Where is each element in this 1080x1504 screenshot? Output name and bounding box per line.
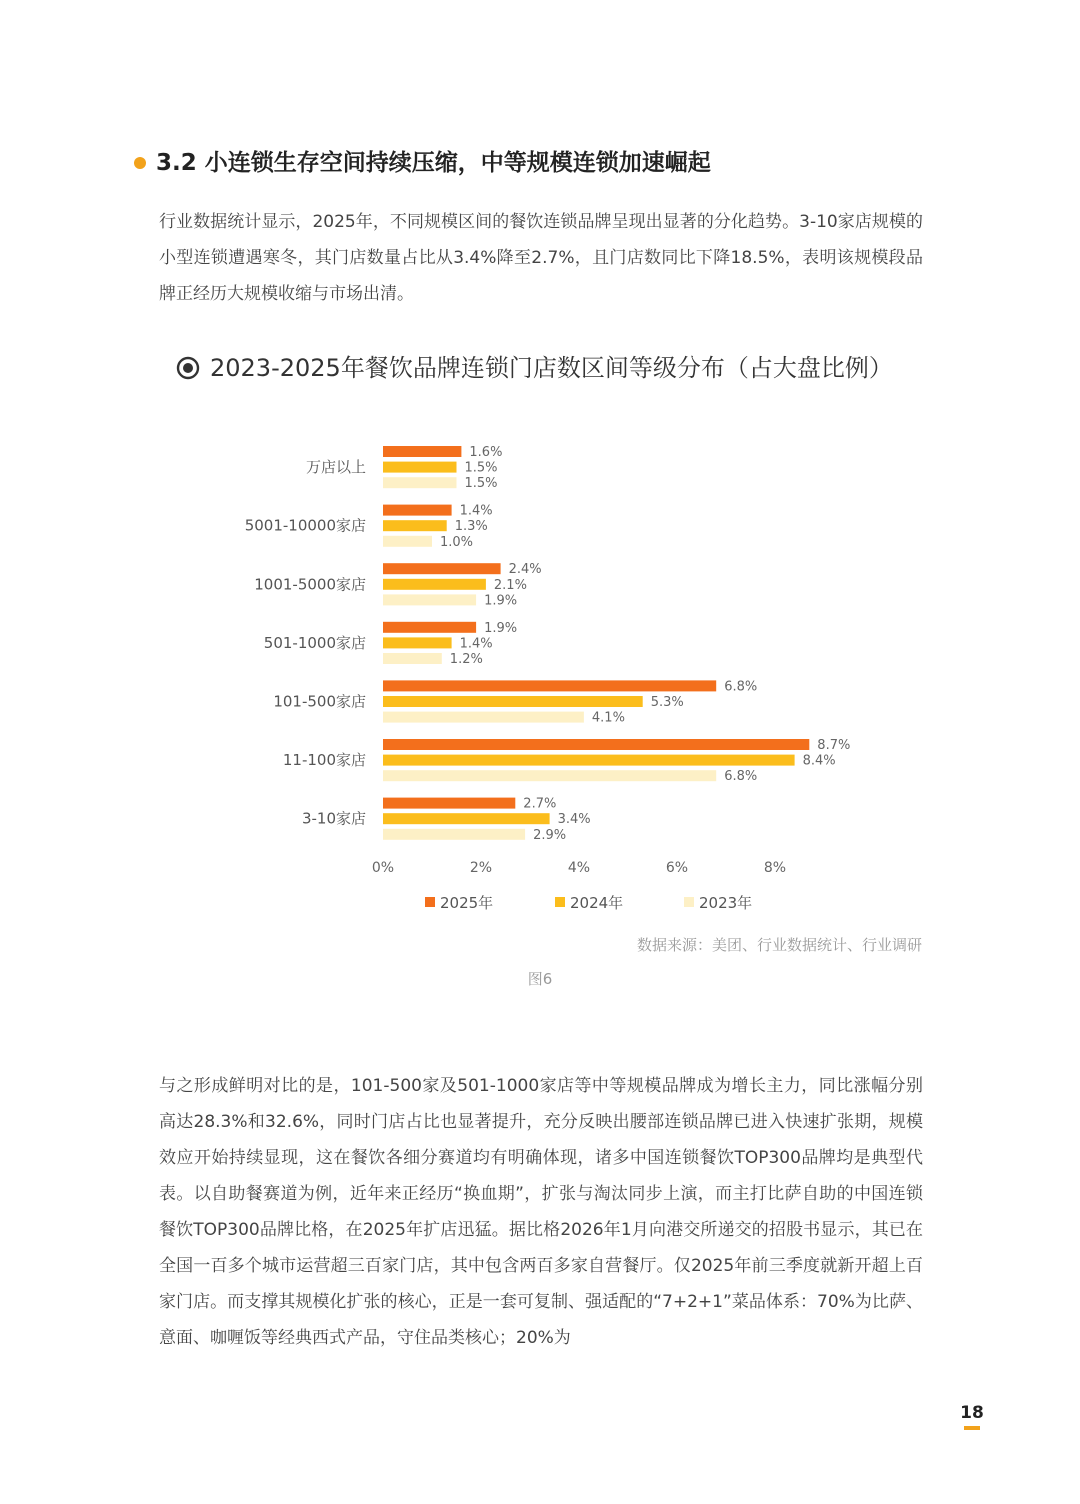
legend-label: 2023年: [699, 894, 753, 912]
legend-swatch: [425, 897, 435, 907]
legend-swatch: [555, 897, 565, 907]
data-label: 1.4%: [459, 636, 493, 652]
x-tick-label: 4%: [567, 860, 591, 876]
category-label: 1001-5000家店: [254, 575, 366, 594]
page-number: [952, 1402, 992, 1430]
intro-paragraph-text: 行业数据统计显示，2025年，不同规模区间的餐饮连锁品牌呈现出显著的分化趋势。3-10家店规模的小型连锁遭遇寒冬，其门店数量占比从3.4%降至2.7%，且门店数同比下降18.5%，表明该规模段品牌正经历大规模收缩与市场出清。: [159, 212, 923, 304]
category-label: 501-1000家店: [263, 633, 366, 652]
bar: [383, 622, 476, 633]
legend-label: 2025年: [440, 894, 494, 912]
data-label: 8.4%: [802, 753, 836, 769]
bar: [383, 462, 457, 473]
data-label: 2.7%: [523, 796, 557, 812]
bar: [383, 829, 525, 840]
x-tick-label: 8%: [763, 860, 787, 876]
x-tick-label: 2%: [469, 860, 493, 876]
data-label: 2.9%: [533, 827, 567, 843]
category-label: 5001-10000家店: [244, 516, 366, 535]
bar: [383, 637, 452, 648]
data-label: 2.1%: [493, 577, 527, 593]
data-label: 1.5%: [464, 460, 498, 476]
bar: [383, 505, 452, 516]
data-label: 1.5%: [464, 476, 498, 492]
page-number-underline: [964, 1426, 980, 1430]
x-tick-label: 6%: [665, 860, 689, 876]
bar: [383, 536, 432, 547]
figure-label: 图6: [527, 970, 553, 988]
bar: [383, 755, 795, 766]
bar: [383, 477, 457, 488]
section-title: 3.2 小连锁生存空间持续压缩，中等规模连锁加速崛起: [156, 150, 711, 176]
legend-label: 2024年: [570, 894, 624, 912]
bar: [383, 653, 442, 664]
data-label: 1.6%: [469, 445, 503, 460]
category-label: 万店以上: [305, 458, 366, 477]
data-label: 1.4%: [459, 503, 493, 519]
bar: [383, 712, 584, 723]
bar: [383, 680, 716, 691]
bar: [383, 563, 501, 574]
bar: [383, 520, 447, 531]
data-label: 5.3%: [650, 695, 684, 710]
category-label: 11-100家店: [282, 751, 366, 770]
source-note: 数据来源：美团、行业数据统计、行业调研: [636, 936, 922, 954]
category-label: 3-10家店: [301, 809, 366, 828]
data-label: 2.4%: [508, 562, 542, 578]
data-label: 6.8%: [724, 769, 758, 785]
page-number-text: 18: [960, 1403, 984, 1423]
data-label: 6.8%: [724, 679, 758, 695]
legend-swatch: [684, 897, 694, 907]
data-label: 4.1%: [591, 710, 625, 726]
data-label: 3.4%: [557, 812, 591, 828]
data-label: 1.9%: [484, 593, 518, 609]
data-label: 1.2%: [449, 652, 483, 667]
body-paragraph: [159, 1068, 923, 1356]
bar: [383, 770, 716, 781]
x-tick-label: 0%: [371, 860, 395, 876]
data-label: 1.0%: [440, 534, 474, 550]
data-label: 8.7%: [817, 738, 851, 753]
category-label: 101-500家店: [273, 692, 366, 711]
bar: [383, 813, 550, 824]
data-label: 1.3%: [454, 519, 488, 535]
bar: [383, 696, 643, 707]
bar: [383, 594, 476, 605]
body-paragraph-text: 与之形成鲜明对比的是，101-500家及501-1000家店等中等规模品牌成为增长主力，同比涨幅分别高达28.3%和32.6%，同时门店占比也显著提升，充分反映出腰部连锁品牌已进入快速扩张期，规模效应开始持续显现，这在餐饮各细分赛道均有明确体现，诸多中国连锁餐饮TOP300品牌均是典型代表。以自助餐赛道为例，近年来正经历“换血期”，扩张与淘汰同步上演，而主打比萨自助的中国连锁餐饮TOP300品牌比格，在2025年扩店迅猛。据比格2026年1月向港交所递交的招股书显示，其已在全国一百多个城市运营超三百家门店，其中包含两百多家自营餐厅。仅2025年前三季度就新开超上百家门店。而支撑其规模化扩张的核心，正是一套可复制、强适配的“7+2+1”菜品体系：70%为比萨、意面、咖喱饭等经典西式产品，守住品类核心；20%为: [159, 1076, 923, 1348]
bar: [383, 446, 461, 457]
bar: [383, 739, 809, 750]
bar: [383, 579, 486, 590]
chart-title: 2023-2025年餐饮品牌连锁门店数区间等级分布（占大盘比例）: [210, 354, 893, 382]
bar: [383, 798, 515, 809]
data-label: 1.9%: [484, 620, 518, 636]
